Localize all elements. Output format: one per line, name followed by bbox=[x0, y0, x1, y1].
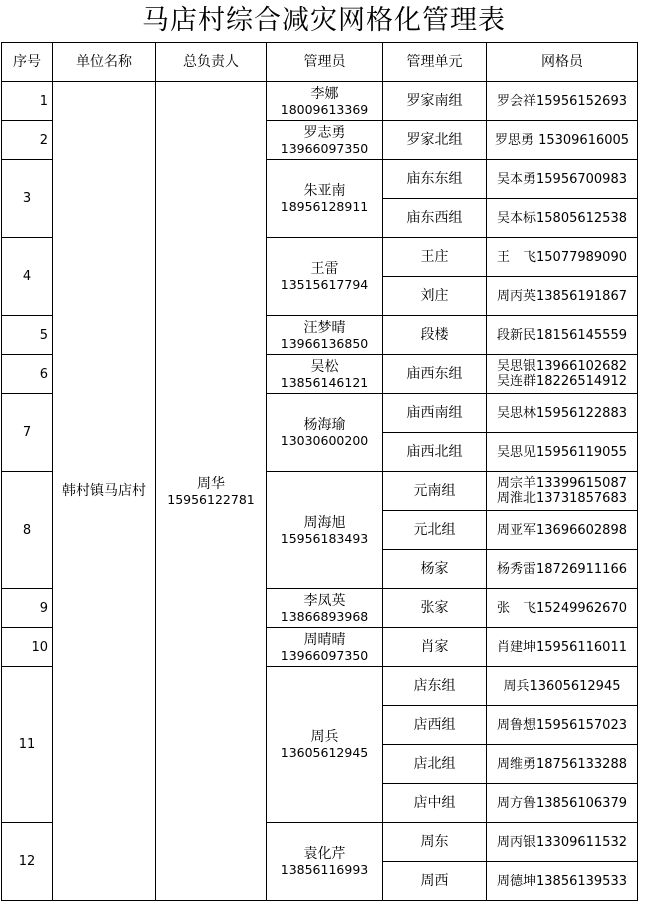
grid-member: 肖建坤15956116011 bbox=[497, 639, 627, 655]
manager-cell bbox=[267, 160, 383, 238]
grid-member-cell bbox=[487, 550, 638, 589]
management-unit-cell: 元北组 bbox=[383, 511, 487, 550]
management-unit-cell: 罗家南组 bbox=[383, 82, 487, 121]
grid-member: 吴本标15805612538 bbox=[497, 210, 627, 226]
header-cell: 序号 bbox=[2, 43, 53, 82]
management-unit-cell: 周西 bbox=[383, 862, 487, 901]
grid-member: 周丙银13309611532 bbox=[497, 834, 627, 850]
grid-member: 罗会祥15956152693 bbox=[497, 93, 627, 109]
grid-member: 周兵13605612945 bbox=[503, 678, 621, 694]
grid-member: 张 飞15249962670 bbox=[497, 600, 627, 616]
seq-cell: 8 bbox=[2, 472, 53, 589]
header-cell: 管理员 bbox=[267, 43, 383, 82]
manager-phone: 13605612945 bbox=[280, 745, 369, 760]
manager-phone: 13966136850 bbox=[280, 335, 369, 351]
grid-member: 吴思林15956122883 bbox=[497, 405, 627, 421]
page-title: 马店村综合减灾网格化管理表 bbox=[142, 5, 506, 36]
manager-cell bbox=[267, 121, 383, 160]
manager-name: 李凤英 bbox=[303, 592, 346, 609]
grid-member: 周亚军13696602898 bbox=[497, 522, 627, 538]
management-unit-cell: 肖家 bbox=[383, 628, 487, 667]
management-unit-cell: 店中组 bbox=[383, 784, 487, 823]
manager-name: 汪梦晴 bbox=[303, 319, 346, 336]
manager-cell bbox=[267, 667, 383, 823]
grid-member-cell bbox=[487, 706, 638, 745]
management-unit-cell: 元南组 bbox=[383, 472, 487, 511]
manager-cell bbox=[267, 82, 383, 121]
seq-cell: 3 bbox=[2, 160, 53, 238]
grid-member: 周鲁想15956157023 bbox=[497, 717, 627, 733]
grid-member-cell bbox=[487, 472, 638, 511]
seq-cell: 7 bbox=[2, 394, 53, 472]
table-row bbox=[2, 82, 638, 121]
management-unit-cell: 周东 bbox=[383, 823, 487, 862]
header-row bbox=[2, 43, 638, 82]
grid-member-cell bbox=[487, 394, 638, 433]
manager-name: 王雷 bbox=[310, 261, 339, 277]
manager-phone: 13966097350 bbox=[280, 647, 369, 663]
management-unit-cell: 庙西南组 bbox=[383, 394, 487, 433]
grid-member: 周宗羊13399615087 bbox=[497, 476, 627, 491]
manager-cell bbox=[267, 355, 383, 394]
grid-member: 吴连群18226514912 bbox=[497, 374, 627, 389]
manager-cell bbox=[267, 823, 383, 901]
grid-member-cell bbox=[487, 160, 638, 199]
manager-phone: 18009613369 bbox=[280, 101, 369, 117]
manager-name: 吴松 bbox=[310, 358, 339, 375]
manager-name: 杨海瑜 bbox=[303, 417, 346, 433]
grid-member-cell bbox=[487, 199, 638, 238]
management-unit-cell: 店东组 bbox=[383, 667, 487, 706]
manager-phone: 13966097350 bbox=[280, 140, 369, 156]
seq-cell: 4 bbox=[2, 238, 53, 316]
grid-member-cell bbox=[487, 511, 638, 550]
grid-member: 吴本勇15956700983 bbox=[497, 171, 627, 187]
seq-cell: 1 bbox=[2, 82, 53, 121]
grid-member-cell bbox=[487, 355, 638, 394]
grid-member-cell bbox=[487, 121, 638, 160]
manager-name: 罗志勇 bbox=[303, 124, 346, 141]
grid-member: 吴思见15956119055 bbox=[497, 444, 627, 460]
grid-member-cell bbox=[487, 82, 638, 121]
manager-cell bbox=[267, 589, 383, 628]
grid-member: 周维勇18756133288 bbox=[497, 756, 627, 772]
management-unit-cell: 杨家 bbox=[383, 550, 487, 589]
management-unit-cell: 庙西东组 bbox=[383, 355, 487, 394]
management-unit-cell: 罗家北组 bbox=[383, 121, 487, 160]
grid-member-cell bbox=[487, 823, 638, 862]
seq-cell: 2 bbox=[2, 121, 53, 160]
grid-management-table bbox=[1, 42, 638, 901]
grid-member-cell bbox=[487, 316, 638, 355]
management-unit-cell: 段楼 bbox=[383, 316, 487, 355]
manager-name: 周海旭 bbox=[303, 514, 346, 531]
manager-name: 朱亚南 bbox=[303, 183, 346, 199]
header-cell: 单位名称 bbox=[53, 43, 156, 82]
manager-phone: 13856116993 bbox=[280, 862, 369, 877]
seq-cell: 11 bbox=[2, 667, 53, 823]
grid-member: 王 飞15077989090 bbox=[497, 249, 627, 265]
unit-name-cell: 韩村镇马店村 bbox=[53, 82, 156, 901]
grid-member-cell bbox=[487, 628, 638, 667]
management-unit-cell: 张家 bbox=[383, 589, 487, 628]
grid-member: 周丙英13856191867 bbox=[497, 288, 627, 304]
management-unit-cell: 庙东东组 bbox=[383, 160, 487, 199]
grid-member: 吴思银13966102682 bbox=[497, 359, 627, 374]
manager-cell bbox=[267, 238, 383, 316]
manager-name: 李娜 bbox=[310, 85, 339, 102]
seq-cell: 6 bbox=[2, 355, 53, 394]
grid-member-cell bbox=[487, 238, 638, 277]
grid-member-cell bbox=[487, 745, 638, 784]
management-unit-cell: 店西组 bbox=[383, 706, 487, 745]
management-unit-cell: 庙西北组 bbox=[383, 433, 487, 472]
manager-phone: 13866893968 bbox=[280, 608, 369, 624]
responsible-cell bbox=[156, 82, 267, 901]
grid-member-cell bbox=[487, 862, 638, 901]
management-unit-cell: 刘庄 bbox=[383, 277, 487, 316]
header-cell: 管理单元 bbox=[383, 43, 487, 82]
grid-member-cell bbox=[487, 784, 638, 823]
manager-phone: 15956183493 bbox=[280, 530, 369, 546]
grid-member: 段新民18156145559 bbox=[497, 327, 627, 343]
seq-cell: 10 bbox=[2, 628, 53, 667]
manager-phone: 18956128911 bbox=[280, 199, 369, 214]
seq-cell: 9 bbox=[2, 589, 53, 628]
grid-member-cell bbox=[487, 277, 638, 316]
grid-member: 杨秀雷18726911166 bbox=[497, 561, 627, 577]
grid-member: 周方鲁13856106379 bbox=[497, 795, 627, 811]
manager-cell bbox=[267, 628, 383, 667]
grid-member: 周淮北13731857683 bbox=[497, 491, 627, 506]
grid-member-cell bbox=[487, 589, 638, 628]
management-unit-cell: 王庄 bbox=[383, 238, 487, 277]
manager-name: 周晴晴 bbox=[303, 631, 346, 648]
manager-cell bbox=[267, 472, 383, 589]
grid-member: 周德坤13856139533 bbox=[497, 873, 627, 889]
grid-member-cell bbox=[487, 433, 638, 472]
responsible-name: 周华 bbox=[197, 475, 225, 492]
manager-name: 周兵 bbox=[310, 729, 339, 745]
seq-cell: 12 bbox=[2, 823, 53, 901]
grid-member: 罗思勇 15309616005 bbox=[494, 132, 630, 148]
manager-cell bbox=[267, 316, 383, 355]
header-cell: 网格员 bbox=[487, 43, 638, 82]
manager-cell bbox=[267, 394, 383, 472]
management-unit-cell: 庙东西组 bbox=[383, 199, 487, 238]
manager-phone: 13030600200 bbox=[280, 433, 369, 448]
seq-cell: 5 bbox=[2, 316, 53, 355]
responsible-phone: 15956122781 bbox=[167, 491, 255, 507]
manager-phone: 13856146121 bbox=[280, 374, 369, 390]
management-unit-cell: 店北组 bbox=[383, 745, 487, 784]
manager-name: 袁化芹 bbox=[303, 846, 346, 862]
header-cell: 总负责人 bbox=[156, 43, 267, 82]
grid-member-cell bbox=[487, 667, 638, 706]
manager-phone: 13515617794 bbox=[280, 277, 369, 292]
